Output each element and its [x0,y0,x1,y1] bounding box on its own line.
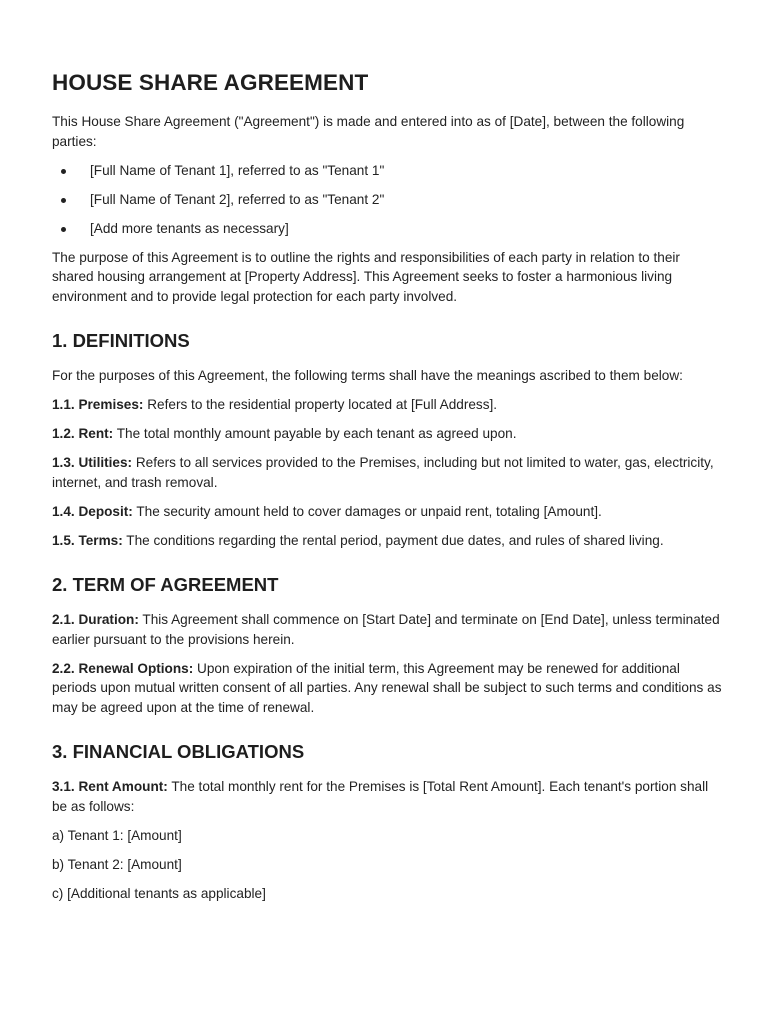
clause-text: Refers to the residential property located at [Full Address]. [143,397,498,412]
clause [52,777,722,816]
list-item [52,161,722,181]
party-text: [Full Name of Tenant 2], referred to as "Tenant 2" [90,191,385,207]
section-heading: 2. TERM OF AGREEMENT [52,574,279,595]
clause-label: 2.1. Duration: [52,612,139,627]
bullet-icon [61,198,66,203]
bullet-icon [61,169,66,174]
clause-label: 1.1. Premises: [52,397,144,412]
clause-text: The security amount held to cover damages or unpaid rent, totaling [Amount]. [132,503,602,519]
party-text: [Add more tenants as necessary] [90,220,289,236]
section-term [52,574,722,717]
bullet-icon [61,227,66,232]
document-title: HOUSE SHARE AGREEMENT [52,70,369,95]
definitions-intro: For the purposes of this Agreement, the following terms shall have the meanings ascribed to them below: [52,368,683,383]
rent-portion: c) [Additional tenants as applicable] [52,885,266,901]
clause-text: Refers to all services provided to the Premises, including but not limited to water, gas, electricity, internet, and trash removal. [52,455,714,490]
section-definitions [52,330,722,550]
clause [52,395,722,415]
clause [52,453,722,492]
clause [52,531,722,551]
rent-portion: a) Tenant 1: [Amount] [52,827,182,843]
list-item [52,190,722,210]
clause [52,659,722,718]
clause-label: 1.2. Rent: [52,426,114,441]
clause-text: The total monthly rent for the Premises is [Total Rent Amount]. Each tenant's portion shall be as follows: [52,779,709,814]
clause [52,610,722,649]
party-text: [Full Name of Tenant 1], referred to as "Tenant 1" [90,162,385,178]
clause-text: The total monthly amount payable by each tenant as agreed upon. [113,426,517,441]
clause-label: 1.3. Utilities: [52,455,133,470]
clause-text: Upon expiration of the initial term, this Agreement may be renewed for additional periods upon mutual written consent of all parties. Any renewal shall be subject to such terms and conditions as may be agreed upon at the time of renewal. [52,660,722,715]
purpose-paragraph: The purpose of this Agreement is to outline the rights and responsibilities of each party in relation to their shared housing arrangement at [Property Address]. This Agreement seeks to foster a harmonious living environment and to provide legal protection for each party involved. [52,249,680,304]
intro-paragraph: This House Share Agreement ("Agreement") is made and entered into as of [Date], between the following parties: [52,114,685,149]
rent-portion: b) Tenant 2: [Amount] [52,856,182,872]
section-heading: 1. DEFINITIONS [52,330,190,351]
list-item [52,219,722,239]
clause [52,424,722,444]
clause-text: The conditions regarding the rental period, payment due dates, and rules of shared living. [122,532,664,548]
clause-text: This Agreement shall commence on [Start Date] and terminate on [End Date], unless terminated earlier pursuant to the provisions herein. [52,612,720,647]
section-heading: 3. FINANCIAL OBLIGATIONS [52,741,305,762]
clause-label: 1.4. Deposit: [52,503,133,519]
clause-label: 1.5. Terms: [52,532,123,548]
clause-label: 3.1. Rent Amount: [52,779,168,794]
clause [52,502,722,522]
section-financial [52,741,722,903]
clause-label: 2.2. Renewal Options: [52,660,194,676]
parties-list [52,161,722,239]
